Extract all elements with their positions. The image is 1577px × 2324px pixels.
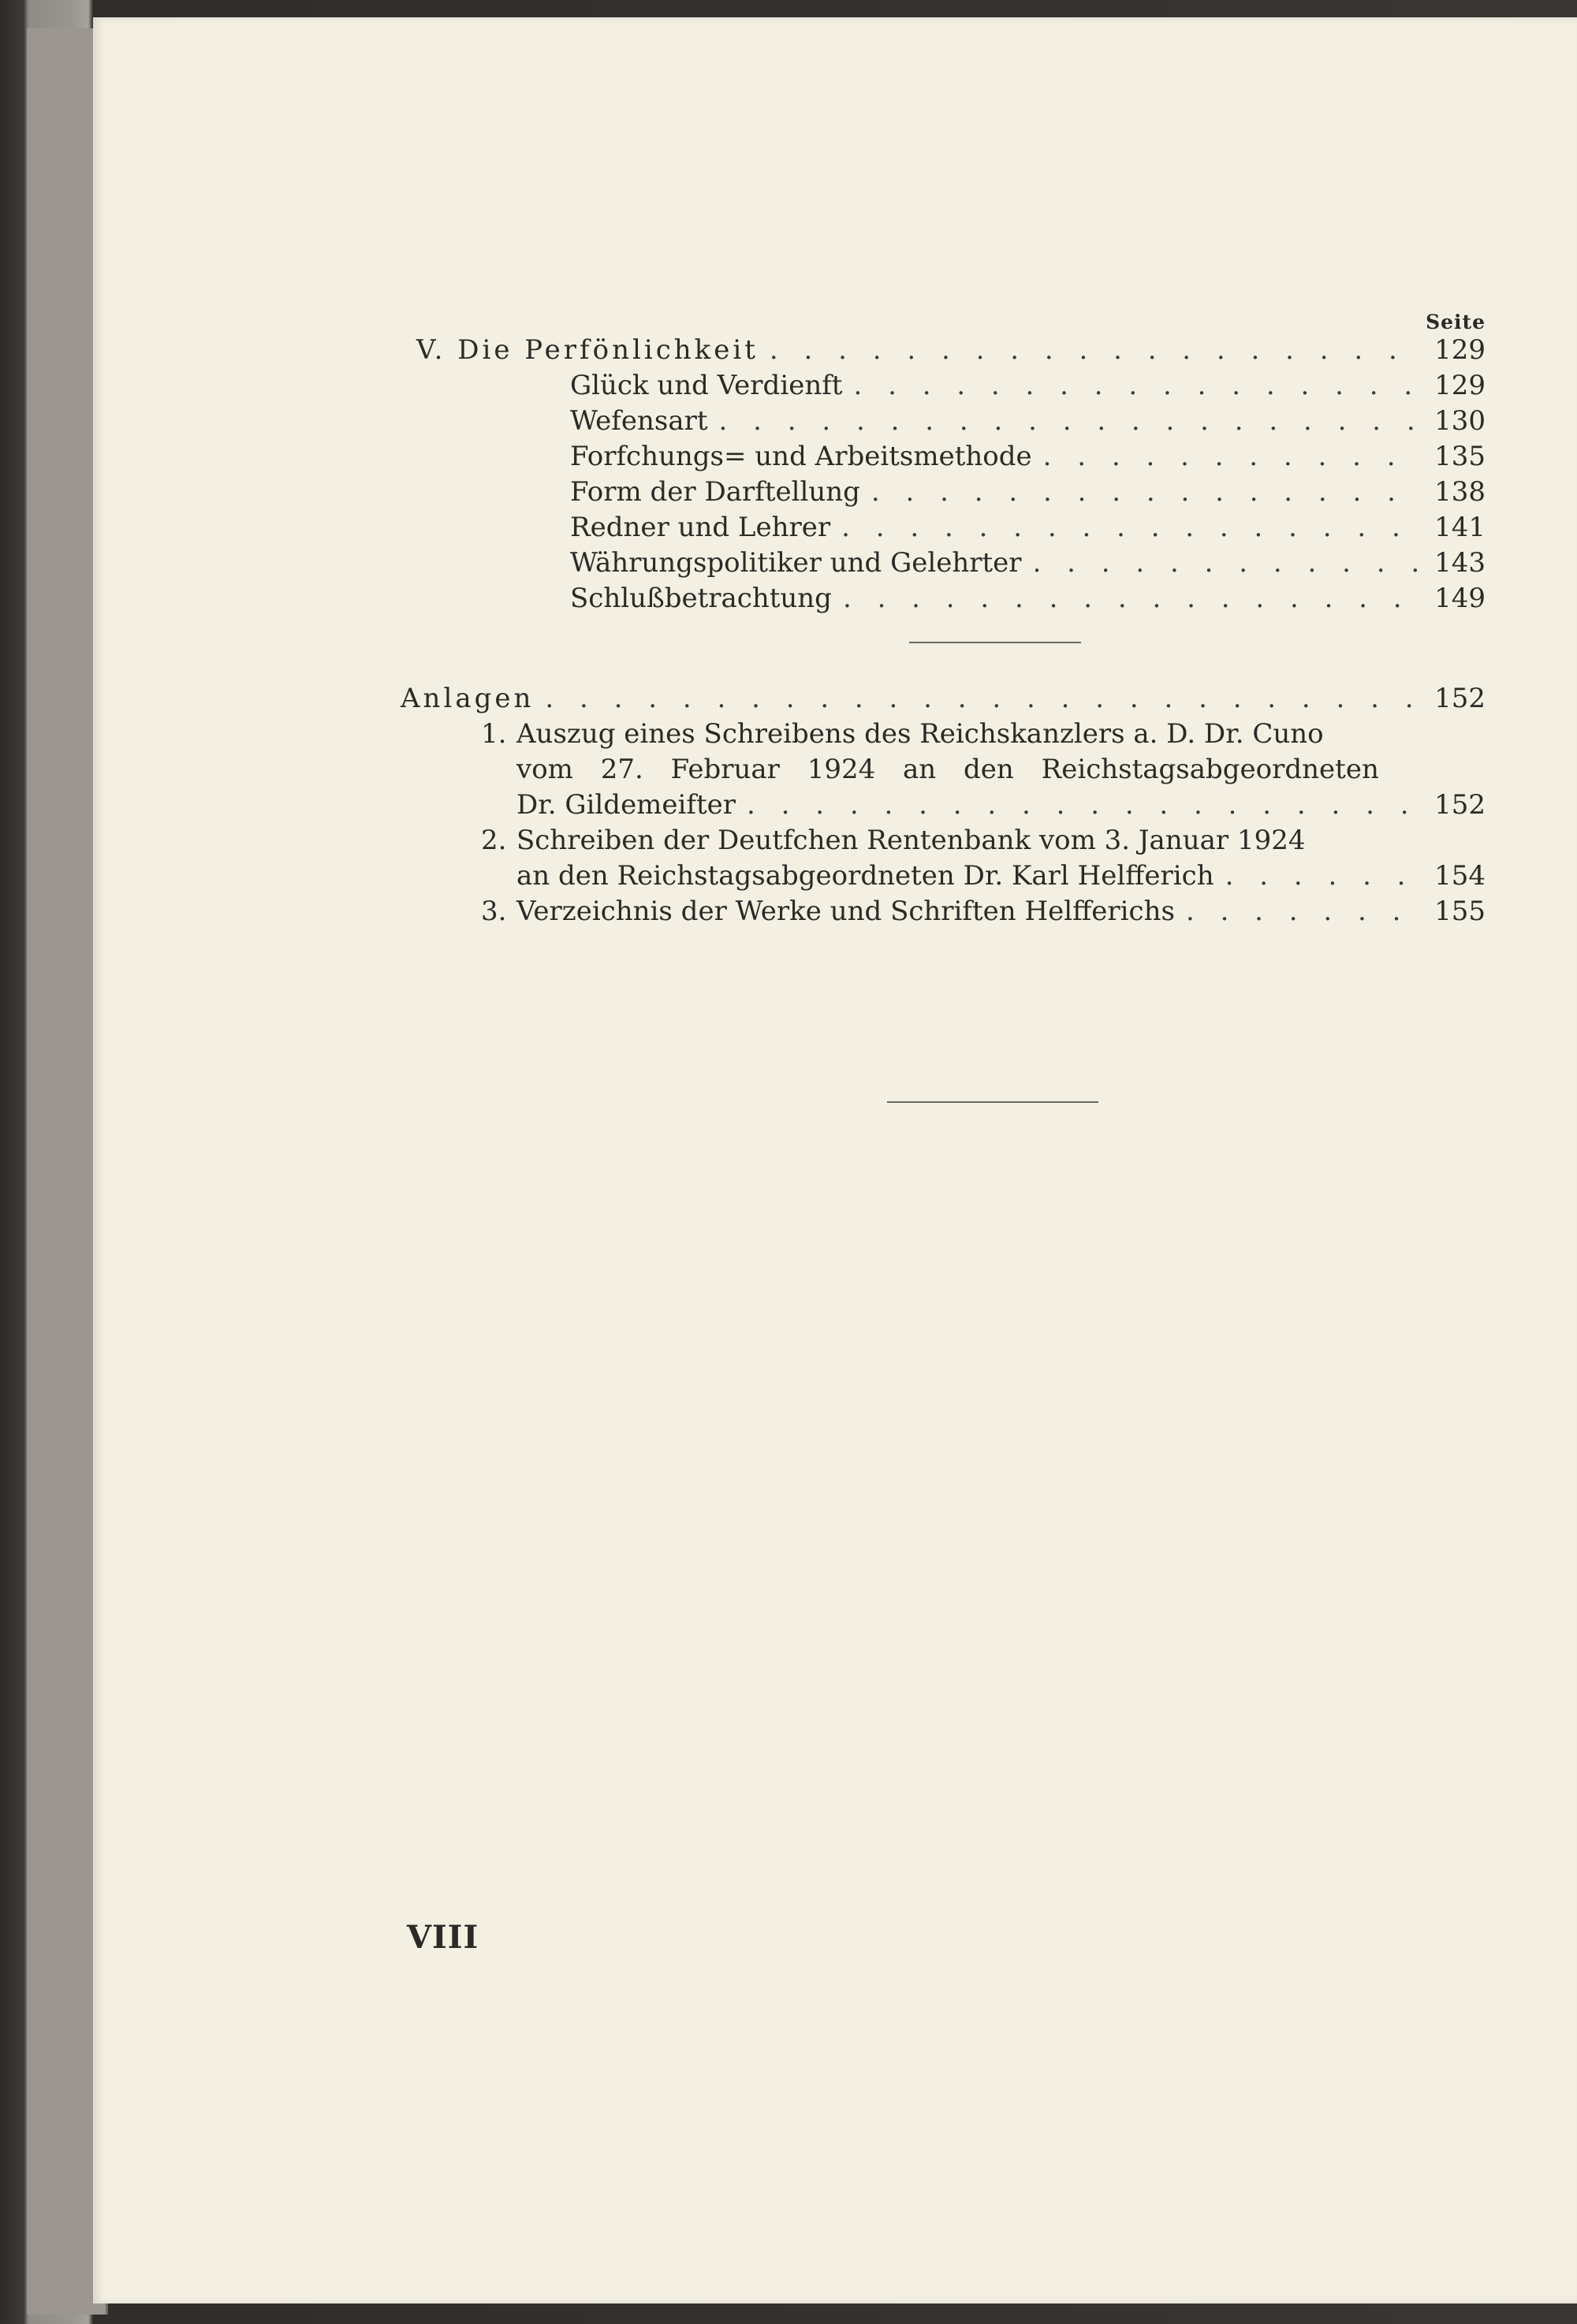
section-title: Glück und Verdienft [570, 370, 843, 401]
dot-leader [1033, 546, 1424, 580]
section-page: 141 [1434, 512, 1486, 543]
appendix-title: Anlagen [401, 683, 535, 714]
section-title: Wefensart [570, 405, 708, 437]
chapter-page: 129 [1434, 334, 1486, 366]
appendix-item-line: Verzeichnis der Werke und Schriften Helfferichs [516, 896, 1175, 927]
appendix-item-page: 152 [1434, 789, 1486, 821]
section-title: Form der Darftellung [570, 476, 860, 508]
dot-leader [1043, 439, 1423, 474]
appendix-item-line: Auszug eines Schreibens des Reichskanzlers a. D. Dr. Cuno [516, 718, 1324, 750]
end-divider [887, 1101, 1098, 1103]
appendix-item-page: 155 [1434, 896, 1486, 927]
appendix-item-page: 154 [1434, 860, 1486, 892]
section-entry [570, 546, 1486, 580]
section-entry [570, 510, 1486, 545]
section-page: 135 [1434, 441, 1486, 472]
dot-leader [719, 404, 1424, 438]
page-column-header: Seite [1426, 311, 1486, 333]
book-page [93, 17, 1577, 2304]
dot-leader [747, 788, 1423, 822]
section-entry [570, 404, 1486, 438]
section-entry [570, 439, 1486, 474]
dot-leader [1225, 858, 1423, 893]
section-title: Forfchungs= und Arbeitsmethode [570, 441, 1032, 472]
section-title: Redner und Lehrer [570, 512, 831, 543]
dot-leader [770, 333, 1423, 367]
section-page: 130 [1434, 405, 1486, 437]
appendix-item-text [516, 717, 1406, 751]
appendix-entry [401, 681, 1486, 716]
section-entry [570, 581, 1486, 616]
section-page: 138 [1434, 476, 1486, 508]
appendix-item-number: 3. [481, 896, 507, 927]
appendix-item-line: an den Reichstagsabgeordneten Dr. Karl Helfferich [516, 860, 1214, 892]
dot-leader [843, 581, 1423, 616]
chapter-title: V. Die Perfönlichkeit [416, 334, 759, 366]
appendix-item-last-line [516, 858, 1486, 893]
dot-leader [545, 681, 1423, 716]
section-title: Schlußbetrachtung [570, 583, 832, 614]
dot-leader [1186, 894, 1423, 929]
appendix-item-last-line [516, 788, 1486, 822]
dot-leader [871, 475, 1423, 509]
appendix-item-line: Dr. Gildemeifter [516, 789, 736, 821]
dot-leader [853, 368, 1423, 403]
section-page: 143 [1434, 547, 1486, 579]
section-entry [570, 475, 1486, 509]
appendix-item-last-line [516, 894, 1486, 929]
appendix-item-line: vom 27. Februar 1924 an den Reichstagsabgeordneten [516, 754, 1379, 785]
chapter-entry [416, 333, 1486, 367]
section-entry [570, 368, 1486, 403]
appendix-page: 152 [1434, 683, 1486, 714]
dot-leader [841, 510, 1423, 545]
page-number: VIII [407, 1919, 479, 1956]
appendix-item-number: 2. [481, 825, 507, 856]
appendix-item-number: 1. [481, 718, 507, 750]
section-page: 129 [1434, 370, 1486, 401]
section-page: 149 [1434, 583, 1486, 614]
section-title: Währungspolitiker und Gelehrter [570, 547, 1022, 579]
appendix-item-line: Schreiben der Deutfchen Rentenbank vom 3. Januar 1924 [516, 825, 1306, 856]
section-divider [909, 642, 1081, 643]
